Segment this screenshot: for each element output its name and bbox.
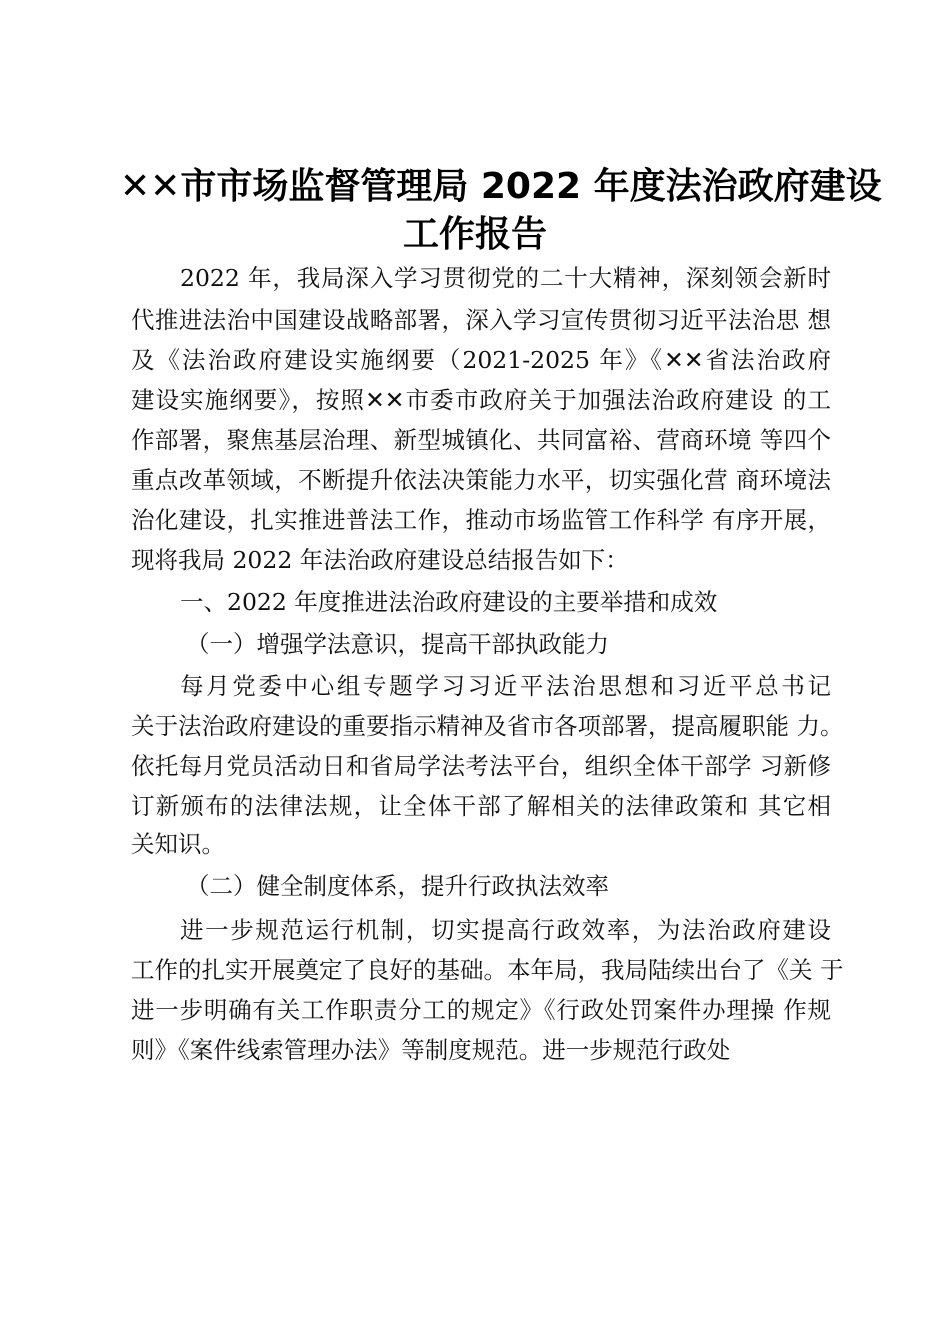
body-line: 工作的扎实开展奠定了良好的基础。本年局，我局陆续出台了《关 于: [131, 956, 844, 984]
body-line: 治化建设，扎实推进普法工作，推动市场监管工作科学 有序开展，: [131, 506, 831, 534]
body-line: 及《法治政府建设实施纲要（2021-2025 年》《✕✕省法治政府: [131, 346, 831, 374]
body-line: 订新颁布的法律法规，让全体干部了解相关的法律政策和 其它相: [131, 792, 831, 820]
body-line: 2022 年，我局深入学习贯彻党的二十大精神，深刻领会新时: [180, 264, 831, 292]
document-title-line-2: 工作报告: [402, 214, 547, 255]
body-line: 关知识。: [131, 830, 225, 858]
subsection-heading: （二）健全制度体系，提升行政执法效率: [186, 872, 609, 900]
body-line: 重点改革领域，不断提升依法决策能力水平，切实强化营 商环境法: [131, 466, 831, 494]
body-line: 进一步规范运行机制，切实提高行政效率，为法治政府建设: [180, 916, 831, 944]
body-line: 关于法治政府建设的重要指示精神及省市各项部署，提高履职能 力。: [131, 712, 844, 740]
body-line: 则》《案件线索管理办法》等制度规范。进一步规范行政处: [131, 1036, 731, 1064]
body-line: 建设实施纲要》，按照✕✕市委市政府关于加强法治政府建设 的工: [131, 386, 831, 414]
document-title-line-1: ✕✕市市场监督管理局 2022 年度法治政府建设: [120, 166, 882, 207]
body-line: 每月党委中心组专题学习习近平法治思想和习近平总书记: [180, 672, 831, 700]
body-line: 依托每月党员活动日和省局学法考法平台，组织全体干部学 习新修: [131, 752, 831, 780]
body-line: 进一步明确有关工作职责分工的规定》《行政处罚案件办理操 作规: [131, 996, 831, 1024]
subsection-heading: （一）增强学法意识，提高干部执政能力: [186, 630, 609, 658]
body-line: 代推进法治中国建设战略部署，深入学习宣传贯彻习近平法治思 想: [131, 306, 831, 334]
section-heading: 一、2022 年度推进法治政府建设的主要举措和成效: [180, 588, 718, 616]
body-line: 现将我局 2022 年法治政府建设总结报告如下：: [131, 546, 629, 574]
body-line: 作部署，聚焦基层治理、新型城镇化、共同富裕、营商环境 等四个: [131, 426, 831, 454]
